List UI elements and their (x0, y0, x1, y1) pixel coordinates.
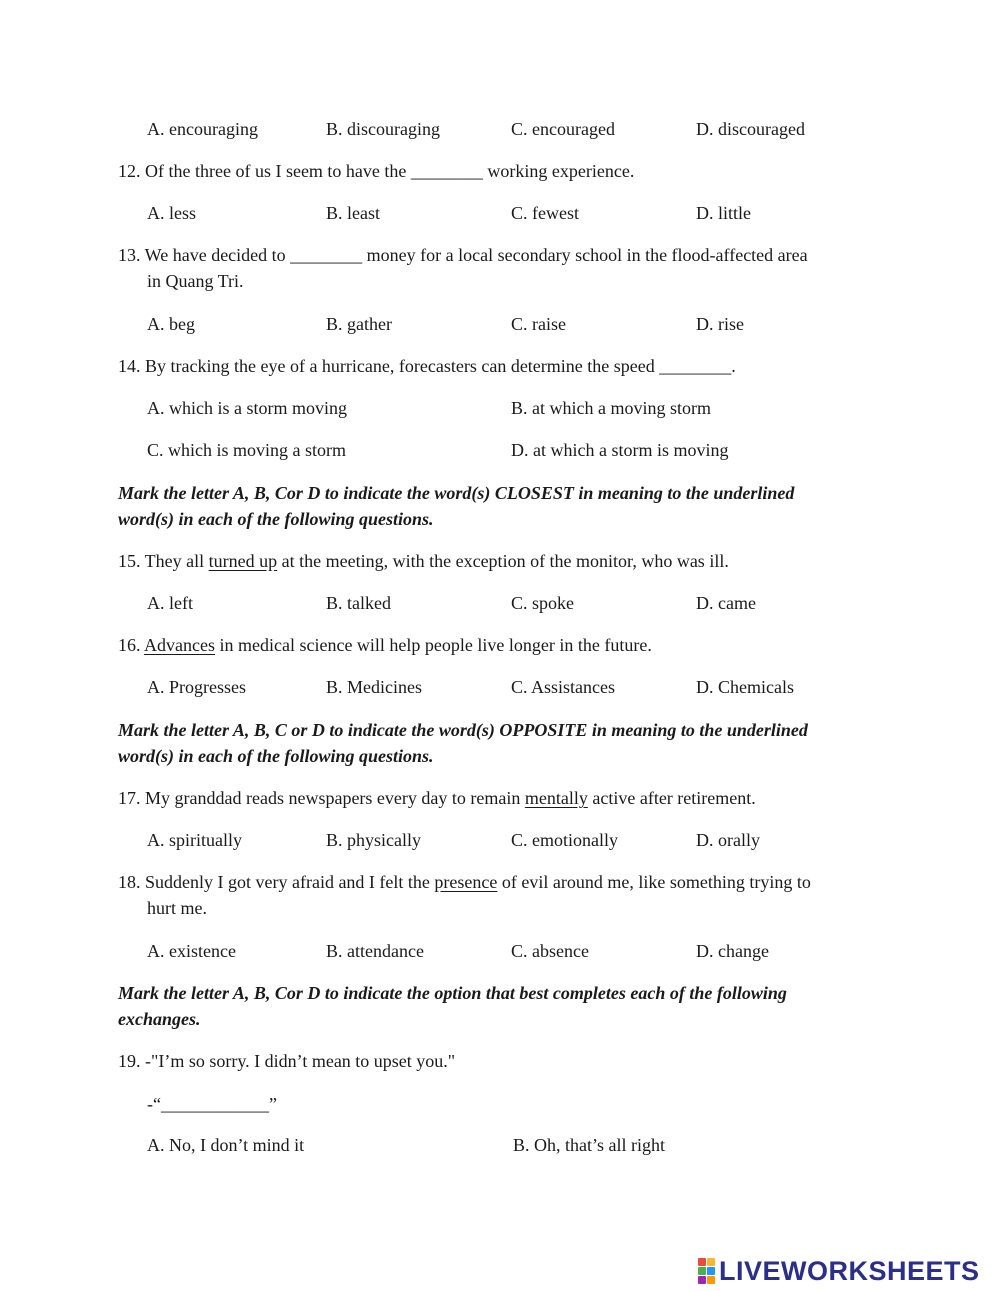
q17-option-c: C. emotionally (511, 830, 618, 850)
section-closest-instruction-line2: word(s) in each of the following questions. (118, 509, 434, 529)
q18-option-a: A. existence (147, 941, 236, 961)
q11-option-a: A. encouraging (147, 119, 258, 139)
q19-option-b: B. Oh, that’s all right (513, 1135, 665, 1155)
q18-stem-line1: 18. Suddenly I got very afraid and I felt the presence of evil around me, like something trying to (118, 872, 811, 892)
q12-option-c: C. fewest (511, 203, 579, 223)
q11-option-b: B. discouraging (326, 119, 440, 139)
q19-option-a: A. No, I don’t mind it (147, 1135, 305, 1155)
q14-stem: 14. By tracking the eye of a hurricane, forecasters can determine the speed ________. (118, 356, 736, 376)
q11-option-d: D. discouraged (696, 119, 805, 139)
q16-option-d: D. Chemicals (696, 677, 794, 697)
liveworksheets-logo (698, 1256, 980, 1286)
q19-stem: 19. -"I’m so sorry. I didn’t mean to upset you." (118, 1051, 456, 1071)
q15-option-c: C. spoke (511, 593, 574, 613)
q12-stem: 12. Of the three of us I seem to have the ________ working experience. (118, 161, 635, 181)
q18-underlined-word: presence (434, 872, 498, 892)
q13-stem-line2: in Quang Tri. (147, 271, 244, 291)
q15-option-a: A. left (147, 593, 193, 613)
q15-stem: 15. They all turned up at the meeting, with the exception of the monitor, who was ill. (118, 551, 729, 571)
q18-option-c: C. absence (511, 941, 589, 961)
q13-option-c: C. raise (511, 314, 566, 334)
q16-option-c: C. Assistances (511, 677, 616, 697)
section-closest-instruction-line1: Mark the letter A, B, Cor D to indicate the word(s) CLOSEST in meaning to the underlined (118, 483, 795, 503)
q18-option-d: D. change (696, 941, 769, 961)
logo-text: LIVEWORKSHEETS (719, 1255, 980, 1286)
section-exchanges-instruction-line2: exchanges. (118, 1009, 201, 1029)
q17-option-d: D. orally (696, 830, 760, 850)
q17-option-a: A. spiritually (147, 830, 242, 850)
q12-option-d: D. little (696, 203, 751, 223)
q15-option-d: D. came (696, 593, 756, 613)
q13-option-a: A. beg (147, 314, 195, 334)
q17-option-b: B. physically (326, 830, 421, 850)
q13-stem-line1: 13. We have decided to ________ money for a local secondary school in the flood-affected area (118, 245, 808, 265)
section-opposite-instruction-line1: Mark the letter A, B, C or D to indicate the word(s) OPPOSITE in meaning to the underlined (118, 720, 808, 740)
section-opposite-instruction-line2: word(s) in each of the following questions. (118, 746, 434, 766)
q18-option-b: B. attendance (326, 941, 424, 961)
q13-option-b: B. gather (326, 314, 392, 334)
q17-stem: 17. My granddad reads newspapers every day to remain mentally active after retirement. (118, 788, 756, 808)
q13-option-d: D. rise (696, 314, 744, 334)
q11-option-c: C. encouraged (511, 119, 615, 139)
q18-stem-line2: hurt me. (147, 898, 207, 918)
q17-underlined-word: mentally (524, 788, 588, 808)
section-exchanges-instruction-line1: Mark the letter A, B, Cor D to indicate the option that best completes each of the following (118, 983, 787, 1003)
logo-blocks-icon (698, 1258, 715, 1284)
q14-option-a: A. which is a storm moving (147, 398, 347, 418)
q16-option-a: A. Progresses (147, 677, 246, 697)
q15-option-b: B. talked (326, 593, 391, 613)
q12-option-a: A. less (147, 203, 196, 223)
q14-option-d: D. at which a storm is moving (511, 440, 729, 460)
q14-option-c: C. which is moving a storm (147, 440, 346, 460)
q19-reply-blank: -“____________” (147, 1094, 277, 1114)
q16-option-b: B. Medicines (326, 677, 422, 697)
q16-underlined-word: Advances (144, 635, 215, 655)
q14-option-b: B. at which a moving storm (511, 398, 711, 418)
q15-underlined-word: turned up (208, 551, 278, 571)
q12-option-b: B. least (326, 203, 380, 223)
q16-stem: 16. Advances in medical science will help people live longer in the future. (118, 635, 652, 655)
